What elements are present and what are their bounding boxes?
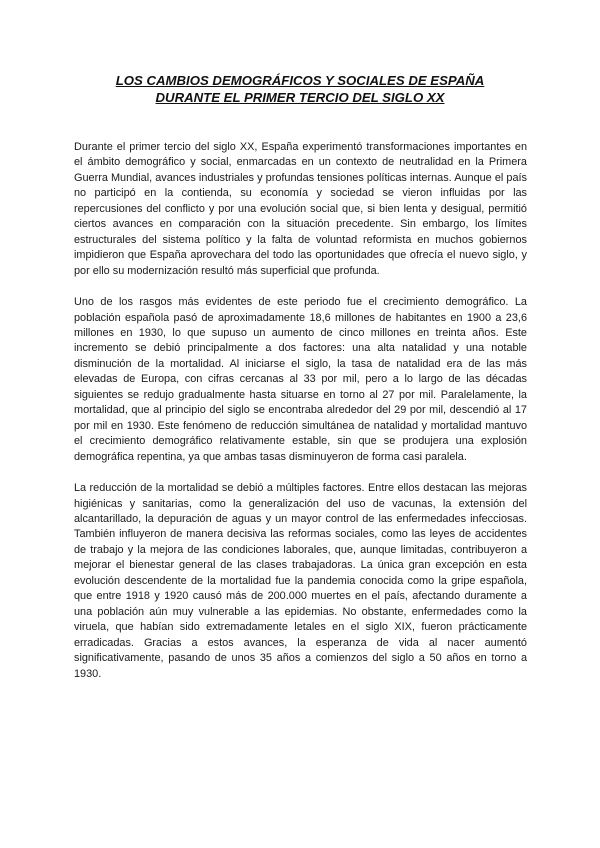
paragraph-3: La reducción de la mortalidad se debió a múltiples factores. Entre ellos destacan las mejoras higiénicas y sanitarias, como la generalización del uso de vacunas, la extensión del alcantarillado, la depuración de aguas y un mayor control de las enfermedades infecciosas. También influyeron de manera decisiva las reformas sociales, como las leyes de accidentes de trabajo y la mejora de las condiciones laborales, que, aunque limitadas, contribuyeron a mejorar el bienestar general de las clases trabajadoras. La única gran excepción en esta evolución descendente de la mortalidad fue la pandemia conocida como la gripe española, que entre 1918 y 1920 causó más de 200.000 muertes en el país, afectando duramente a una población aún muy vulnerable a las epidemias. No obstante, enfermedades como la viruela, que habían sido extremadamente letales en el siglo XIX, fueron prácticamente erradicadas. Gracias a estos avances, la esperanza de vida al nacer aumentó significativamente, pasando de unos 35 años a comienzos del siglo a 50 años en torno a 1930. <box>74 482 527 680</box>
title-line-1: LOS CAMBIOS DEMOGRÁFICOS Y SOCIALES DE ESPAÑA <box>115 73 485 88</box>
title-line-2: DURANTE EL PRIMER TERCIO DEL SIGLO XX <box>155 90 445 105</box>
document-body <box>74 140 527 698</box>
paragraph-2: Uno de los rasgos más evidentes de este periodo fue el crecimiento demográfico. La población española pasó de aproximadamente 18,6 millones de habitantes en 1900 a 23,6 millones en 1930, lo que supuso un aumento de cinco millones en treinta años. Este incremento se debió principalmente a dos factores: una alta natalidad y una notable disminución de la mortalidad. Al iniciarse el siglo, la tasa de natalidad era de las más elevadas de Europa, con cifras cercanas al 33 por mil, pero a lo largo de las décadas siguientes se redujo gradualmente hasta situarse en torno al 27 por mil. Paralelamente, la mortalidad, que al principio del siglo se encontraba alrededor del 29 por mil, descendió al 17 por mil en 1930. Este fenómeno de reducción simultánea de natalidad y mortalidad mantuvo el crecimiento demográfico relativamente estable, sin que se produjera una explosión demográfica repentina, ya que ambas tasas disminuyeron de forma casi paralela. <box>74 296 527 463</box>
document-title <box>60 72 540 106</box>
paragraph-1: Durante el primer tercio del siglo XX, España experimentó transformaciones importantes en el ámbito demográfico y social, enmarcadas en un contexto de neutralidad en la Primera Guerra Mundial, avances industriales y profundas tensiones políticas internas. Aunque el país no participó en la contienda, su economía y sociedad se vieron influidas por las repercusiones del conflicto y por una evolución social que, si bien lenta y desigual, permitió ciertos avances en comparación con la situación precedente. Sin embargo, los límites estructurales del sistema político y la falta de voluntad reformista en muchos gobiernos impidieron que España aprovechara del todo las oportunidades que ofrecía el nuevo siglo, y por ello su modernización resultó más superficial que profunda. <box>74 141 527 277</box>
